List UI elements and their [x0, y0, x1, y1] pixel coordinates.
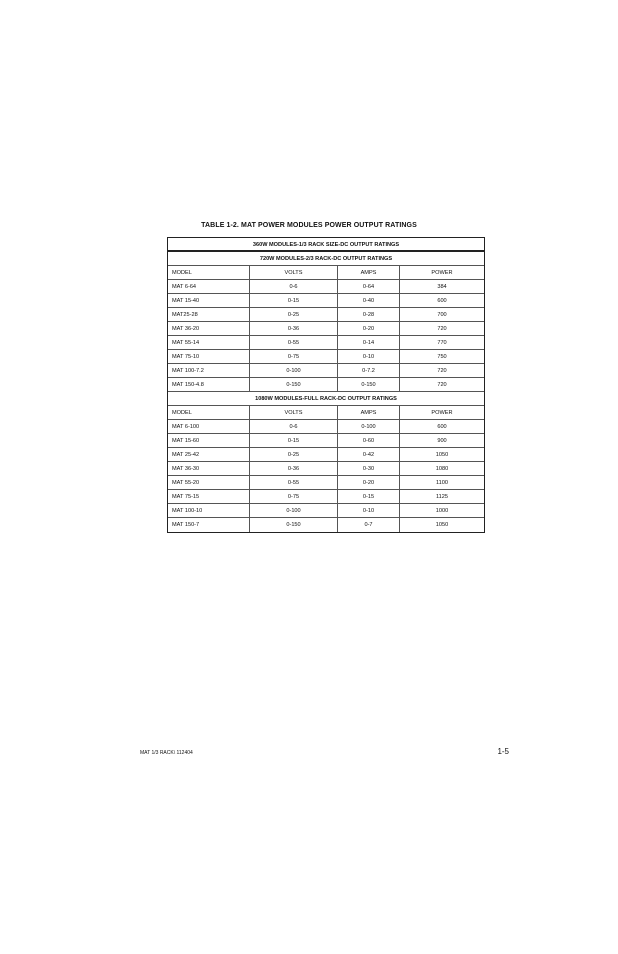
column-header-volts: VOLTS [250, 406, 338, 419]
cell-power: 1100 [435, 480, 449, 486]
column-header-amps: AMPS [338, 266, 400, 279]
cell-volts: 0-55 [250, 476, 338, 489]
cell-volts: 0-36 [250, 322, 338, 335]
cell-power: 600 [437, 298, 447, 304]
cell-volts: 0-6 [250, 280, 338, 293]
column-header-amps: AMPS [338, 406, 400, 419]
table-row [168, 294, 484, 308]
column-header-model: MODEL [168, 266, 250, 279]
cell-volts: 0-6 [250, 420, 338, 433]
cell-amps: 0-10 [338, 504, 400, 517]
table-row [168, 308, 484, 322]
cell-volts: 0-100 [250, 504, 338, 517]
section-header-1080w: 1080W MODULES-FULL RACK-DC OUTPUT RATINGS [168, 392, 484, 406]
cell-power: 700 [437, 312, 447, 318]
cell-model: MAT 100-7.2 [168, 364, 250, 377]
cell-power: 900 [437, 438, 447, 444]
cell-volts: 0-150 [250, 518, 338, 532]
cell-amps: 0-42 [338, 448, 400, 461]
cell-amps: 0-10 [338, 350, 400, 363]
column-header-row [168, 266, 484, 280]
cell-model: MAT 36-30 [168, 462, 250, 475]
cell-amps: 0-7 [338, 518, 400, 532]
cell-power: 1080 [435, 466, 449, 472]
cell-model: MAT 15-60 [168, 434, 250, 447]
cell-model: MAT25-28 [168, 308, 250, 321]
cell-model: MAT 55-14 [168, 336, 250, 349]
cell-amps: 0-14 [338, 336, 400, 349]
cell-power: 384 [437, 284, 447, 290]
cell-volts: 0-25 [250, 448, 338, 461]
cell-amps: 0-20 [338, 322, 400, 335]
cell-power: 750 [437, 354, 447, 360]
column-header-power: POWER [431, 410, 453, 416]
cell-model: MAT 36-20 [168, 322, 250, 335]
cell-model: MAT 6-64 [168, 280, 250, 293]
cell-model: MAT 25-42 [168, 448, 250, 461]
column-header-power: POWER [431, 270, 453, 276]
table-title: TABLE 1-2. MAT POWER MODULES POWER OUTPUT RATINGS [201, 222, 417, 229]
table-row [168, 462, 484, 476]
table-row [168, 518, 484, 532]
cell-amps: 0-150 [338, 378, 400, 391]
table-row [168, 378, 484, 392]
cell-power: 720 [437, 382, 447, 388]
table-row [168, 504, 484, 518]
cell-power: 600 [437, 424, 447, 430]
cell-amps: 0-30 [338, 462, 400, 475]
cell-amps: 0-60 [338, 434, 400, 447]
cell-model: MAT 75-15 [168, 490, 250, 503]
cell-amps: 0-15 [338, 490, 400, 503]
table-row [168, 350, 484, 364]
cell-volts: 0-36 [250, 462, 338, 475]
table-row [168, 476, 484, 490]
cell-model: MAT 150-4.8 [168, 378, 250, 391]
cell-amps: 0-100 [338, 420, 400, 433]
cell-amps: 0-40 [338, 294, 400, 307]
table-row [168, 490, 484, 504]
cell-amps: 0-7.2 [338, 364, 400, 377]
cell-volts: 0-100 [250, 364, 338, 377]
cell-power: 770 [437, 340, 447, 346]
table-row [168, 448, 484, 462]
cell-volts: 0-15 [250, 434, 338, 447]
cell-model: MAT 75-10 [168, 350, 250, 363]
cell-model: MAT 6-100 [168, 420, 250, 433]
table-row [168, 322, 484, 336]
cell-power: 720 [437, 368, 447, 374]
cell-power: 1125 [435, 494, 449, 500]
cell-model: MAT 150-7 [168, 518, 250, 532]
cell-volts: 0-25 [250, 308, 338, 321]
cell-volts: 0-15 [250, 294, 338, 307]
table-row [168, 364, 484, 378]
cell-volts: 0-75 [250, 350, 338, 363]
cell-volts: 0-55 [250, 336, 338, 349]
cell-power: 720 [437, 326, 447, 332]
cell-model: MAT 15-40 [168, 294, 250, 307]
cell-power: 1050 [435, 452, 449, 458]
footer-document-id: MAT 1/3 RACK\ 112404 [140, 750, 193, 756]
cell-amps: 0-28 [338, 308, 400, 321]
cell-volts: 0-75 [250, 490, 338, 503]
cell-power: 1050 [435, 522, 449, 528]
cell-amps: 0-20 [338, 476, 400, 489]
section-header-360w: 360W MODULES-1/3 RACK SIZE-DC OUTPUT RATINGS [168, 238, 484, 252]
table-row [168, 420, 484, 434]
cell-amps: 0-64 [338, 280, 400, 293]
cell-power: 1000 [435, 508, 449, 514]
cell-volts: 0-150 [250, 378, 338, 391]
cell-model: MAT 100-10 [168, 504, 250, 517]
column-header-volts: VOLTS [250, 266, 338, 279]
column-header-model: MODEL [168, 406, 250, 419]
power-ratings-table [167, 237, 485, 533]
table-row [168, 280, 484, 294]
column-header-row [168, 406, 484, 420]
cell-model: MAT 55-20 [168, 476, 250, 489]
section-header-720w: 720W MODULES-2/3 RACK-DC OUTPUT RATINGS [168, 252, 484, 266]
table-row [168, 336, 484, 350]
table-row [168, 434, 484, 448]
page-number: 1-5 [497, 747, 509, 756]
